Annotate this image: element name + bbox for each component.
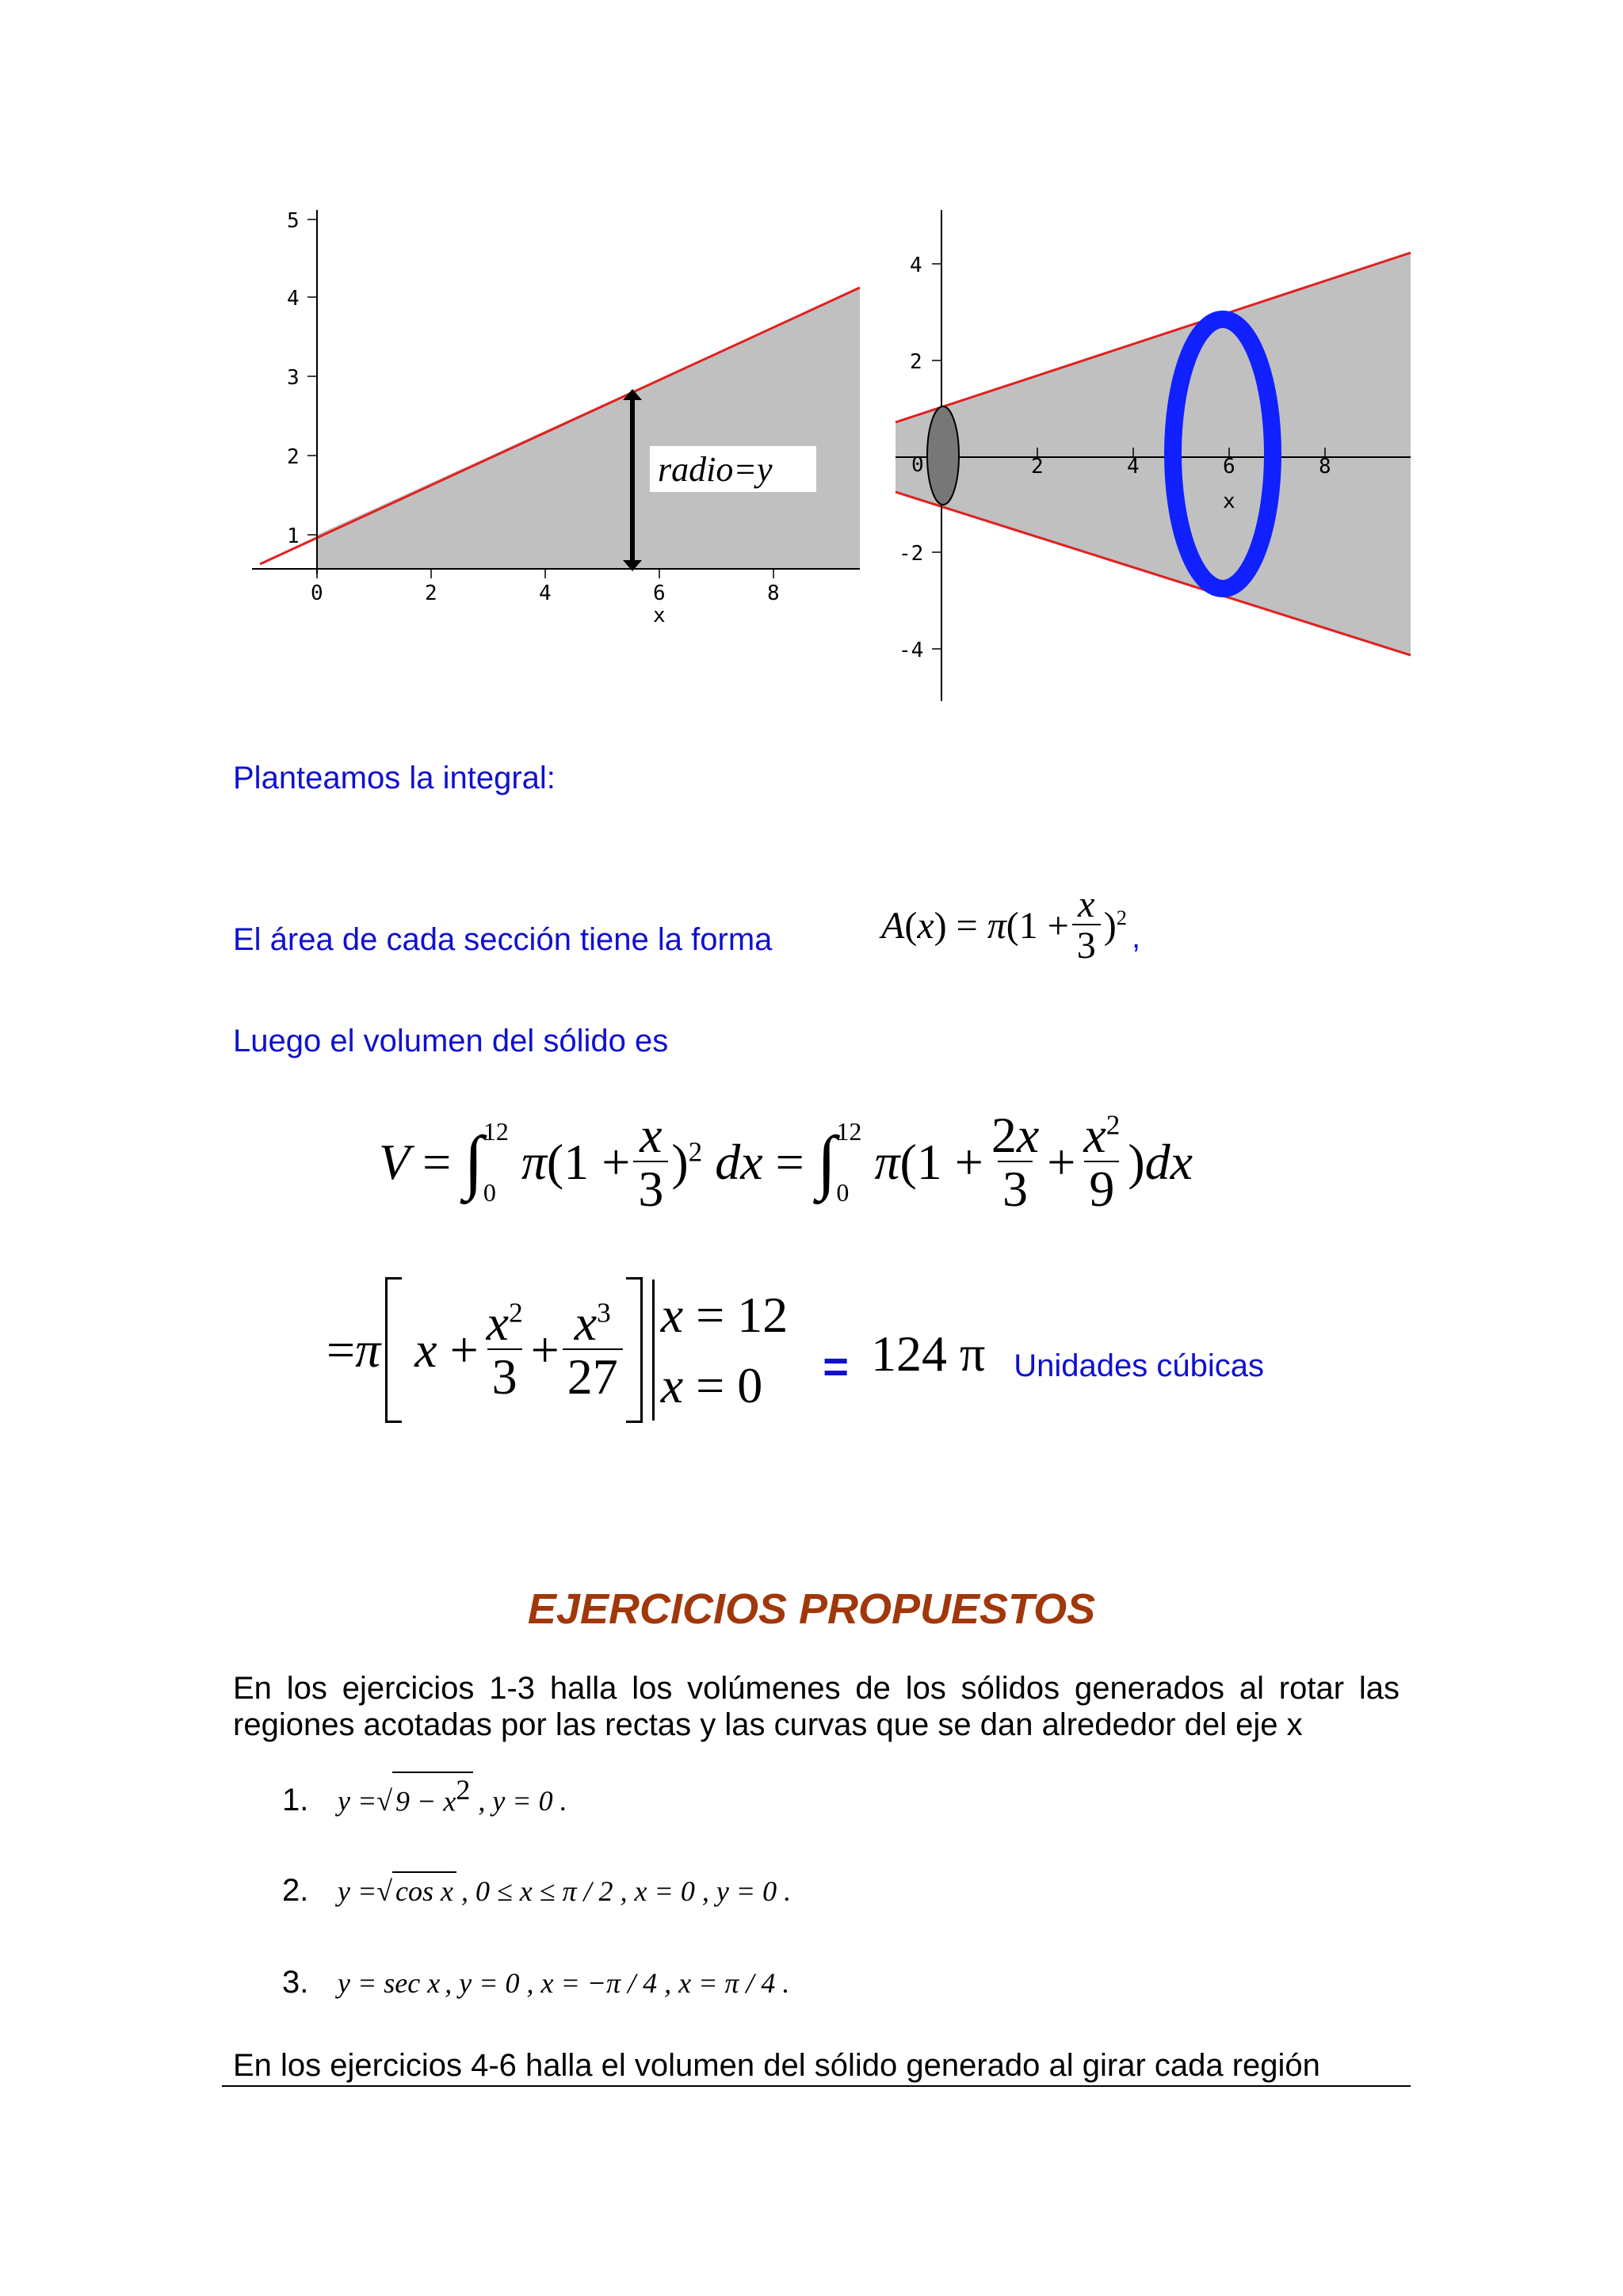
area-formula: A ( x ) = π (1 + $\frac{x}{3}$ )$^2$ , <box>881 883 1141 967</box>
left-plot <box>252 202 870 646</box>
exercise-function: y = sec x <box>338 1967 441 1999</box>
y-tick-neg2: -2 <box>899 542 924 566</box>
exercise-function: y = <box>338 1785 377 1817</box>
x-tick-6: 6 <box>653 582 666 605</box>
planteamos-text: Planteamos la integral: <box>233 761 556 795</box>
radius-label: radio=y <box>658 450 773 489</box>
x-tick-4: 4 <box>539 582 552 605</box>
exercise-radicand: cos x <box>395 1875 454 1907</box>
exercise-number: 2. <box>282 1873 309 1908</box>
solid-region <box>896 253 1411 655</box>
x-axis-label: x <box>1223 490 1235 513</box>
exercise-function: y = <box>338 1875 377 1907</box>
right-plot <box>888 202 1426 709</box>
exercise-number: 1. <box>282 1783 309 1818</box>
exercise-radicand: 9 − x <box>395 1785 456 1817</box>
area-text: El área de cada sección tiene la forma <box>233 922 773 957</box>
exercise-2: 2. y = √ cos x , 0 ≤ x ≤ π / 2 , x = 0 , y = 0 . <box>282 1873 792 1908</box>
exercise-number: 3. <box>282 1965 309 2000</box>
volume-integral: V = ∫ 12 0 π (1 + $\frac{x}{3}$ )$^2$ dx = ∫ 12 0 π (1 + $\frac{2x}{3}$ + $\frac{x^2}{9}$ ) dx <box>379 1106 1193 1217</box>
y-tick-4: 4 <box>910 254 922 277</box>
y-tick-4: 4 <box>287 287 300 311</box>
y-tick-5: 5 <box>287 209 300 233</box>
antiderivative: = π x + $\frac{x^2}{3}$ + $\frac{x^3}{27}$ x = 12 x = 0 = 124 π Unidades cúbicas <box>327 1277 1264 1423</box>
exercise-conditions: , 0 ≤ x ≤ π / 2 , x = 0 , y = 0 . <box>461 1875 792 1907</box>
result-value: 124 π <box>870 1325 986 1382</box>
x-tick-2: 2 <box>425 582 437 605</box>
page-rule <box>222 2085 1411 2087</box>
exercise-1: 1. y = √ $9 - x^2$ , y = 0 . <box>282 1772 567 1818</box>
x-tick-8: 8 <box>1319 455 1331 479</box>
y-tick-1: 1 <box>287 524 300 548</box>
exercise-conditions: , y = 0 . <box>478 1785 567 1817</box>
units-text: Unidades cúbicas <box>1014 1348 1265 1383</box>
exercise-exponent: 2 <box>456 1774 471 1806</box>
y-tick-neg4: -4 <box>899 639 924 662</box>
x-tick-0: 0 <box>911 453 924 477</box>
x-tick-2: 2 <box>1031 455 1044 479</box>
x-tick-8: 8 <box>767 582 780 605</box>
exercise-3 <box>282 1965 789 2000</box>
volumen-text: Luego el volumen del sólido es <box>233 1024 669 1058</box>
exercise-conditions: , y = 0 , x = −π / 4 , x = π / 4 . <box>445 1967 790 1999</box>
section-heading: EJERCICIOS PROPUESTOS <box>527 1585 1096 1633</box>
y-tick-3: 3 <box>287 366 300 390</box>
exercise-intro-2: En los ejercicios 4-6 halla el volumen del sólido generado al girar cada región <box>233 2048 1320 2083</box>
y-tick-2: 2 <box>287 445 300 469</box>
x-tick-0: 0 <box>311 582 323 605</box>
shaded-region <box>317 288 860 569</box>
x-axis-label: x <box>653 604 666 627</box>
small-disk <box>927 406 959 505</box>
x-tick-4: 4 <box>1127 455 1140 479</box>
x-tick-6: 6 <box>1223 455 1235 479</box>
result-equals: = <box>823 1341 849 1391</box>
y-tick-2: 2 <box>910 350 922 374</box>
exercise-intro: En los ejercicios 1-3 halla los volúmenes de los sólidos generados al rotar las regiones acotadas por las rectas y las curvas que se dan alrededor del eje x <box>233 1671 1400 1742</box>
